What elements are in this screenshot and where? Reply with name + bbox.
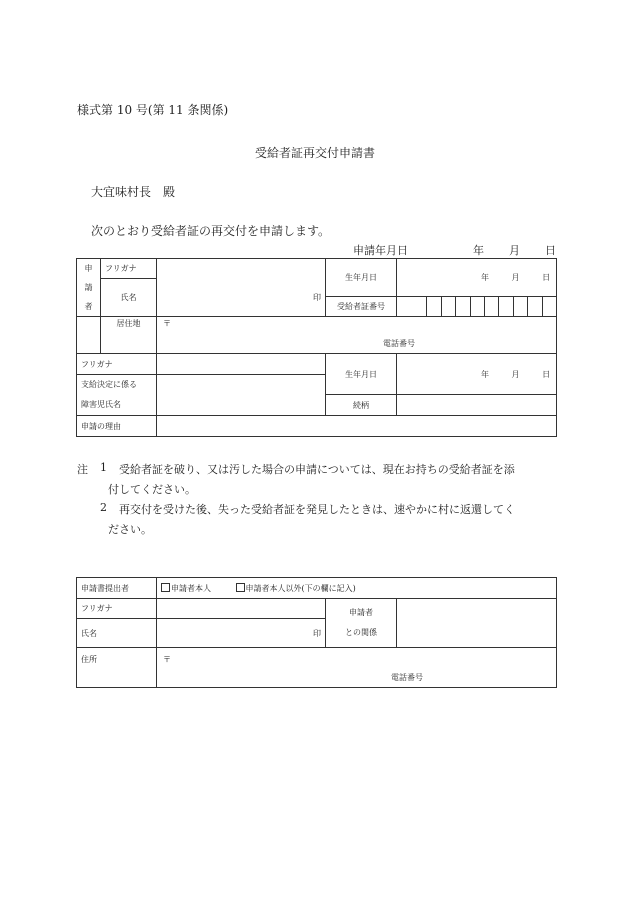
postal-mark: 〒 — [163, 319, 171, 328]
child-birthdate-field[interactable]: 年 月 日 — [397, 354, 557, 395]
birthdate-field[interactable]: 年 月 日 — [397, 259, 557, 297]
form-title: 受給者証再交付申請書 — [255, 146, 376, 160]
submitter-furigana-label: フリガナ — [77, 599, 157, 619]
submitter-label: 申請書提出者 — [77, 578, 157, 599]
phone-label: 電話番号 — [383, 339, 415, 348]
date-label: 申請年月日 — [353, 244, 408, 257]
intro-text: 次のとおり受給者証の再交付を申請します。 — [91, 224, 331, 238]
child-table — [76, 353, 557, 437]
option-other[interactable]: 申請者本人以外(下の欄に記入) — [236, 584, 356, 593]
addressee: 大宜味村長 殿 — [91, 185, 176, 199]
child-name-label-2: 障害児氏名 — [77, 395, 157, 416]
reason-label: 申請の理由 — [77, 416, 157, 437]
residence-side-blank — [77, 312, 101, 353]
note-1-num: 1 — [100, 461, 107, 474]
submitter-name-label: 氏名 — [77, 619, 157, 648]
note-2-line-2: ださい。 — [108, 523, 152, 536]
seal-mark: 印 — [313, 628, 321, 638]
submitter-furigana-field[interactable] — [157, 599, 326, 619]
submitter-address-field[interactable] — [157, 648, 557, 688]
relation-label: 申請者 との関係 — [326, 599, 397, 648]
form-number: 様式第 10 号(第 11 条関係) — [77, 103, 229, 117]
submitter-options — [157, 578, 557, 599]
note-2-num: 2 — [100, 501, 107, 514]
name-field[interactable] — [157, 279, 326, 317]
child-name-field[interactable] — [157, 375, 326, 416]
child-birthdate-label: 生年月日 — [326, 354, 397, 395]
date-day: 日 — [545, 244, 556, 257]
residence-label: 居住地 — [101, 312, 157, 353]
seal-mark: 印 — [313, 292, 321, 302]
submitter-table — [76, 577, 557, 688]
checkbox-icon — [161, 583, 170, 592]
date-month: 月 — [509, 244, 520, 257]
note-1-line-2: 付してください。 — [108, 483, 196, 496]
name-label: 氏名 — [101, 279, 157, 317]
submitter-name-field[interactable] — [157, 619, 326, 648]
option-self[interactable]: 申請者本人 — [161, 584, 211, 593]
relation-field[interactable] — [397, 599, 557, 648]
applicant-table — [76, 258, 557, 317]
residence-field[interactable] — [157, 312, 557, 353]
furigana-label: フリガナ — [101, 259, 157, 279]
birthdate-label: 生年月日 — [326, 259, 397, 297]
relationship-label: 続柄 — [326, 395, 397, 416]
relationship-field[interactable] — [397, 395, 557, 416]
note-2-line-1: 再交付を受けた後、失った受給者証を発見したときは、速やかに村に返還してく — [119, 503, 515, 516]
submitter-phone-label: 電話番号 — [391, 673, 423, 682]
child-furigana-field[interactable] — [157, 354, 326, 375]
applicant-side-label: 申 請 者 — [77, 259, 101, 317]
furigana-field[interactable] — [157, 259, 326, 279]
date-year: 年 — [473, 244, 484, 257]
note-label: 注 — [77, 463, 88, 476]
child-name-label-1: 支給決定に係る — [77, 375, 157, 395]
child-furigana-label: フリガナ — [77, 354, 157, 375]
cert-number-label: 受給者証番号 — [326, 297, 397, 317]
checkbox-icon — [236, 583, 245, 592]
residence-table — [76, 312, 557, 354]
note-1-line-1: 受給者証を破り、又は汚した場合の申請については、現在お持ちの受給者証を添 — [119, 463, 515, 476]
reason-field[interactable] — [157, 416, 557, 437]
postal-mark: 〒 — [163, 655, 171, 664]
submitter-address-label: 住所 — [77, 648, 157, 688]
